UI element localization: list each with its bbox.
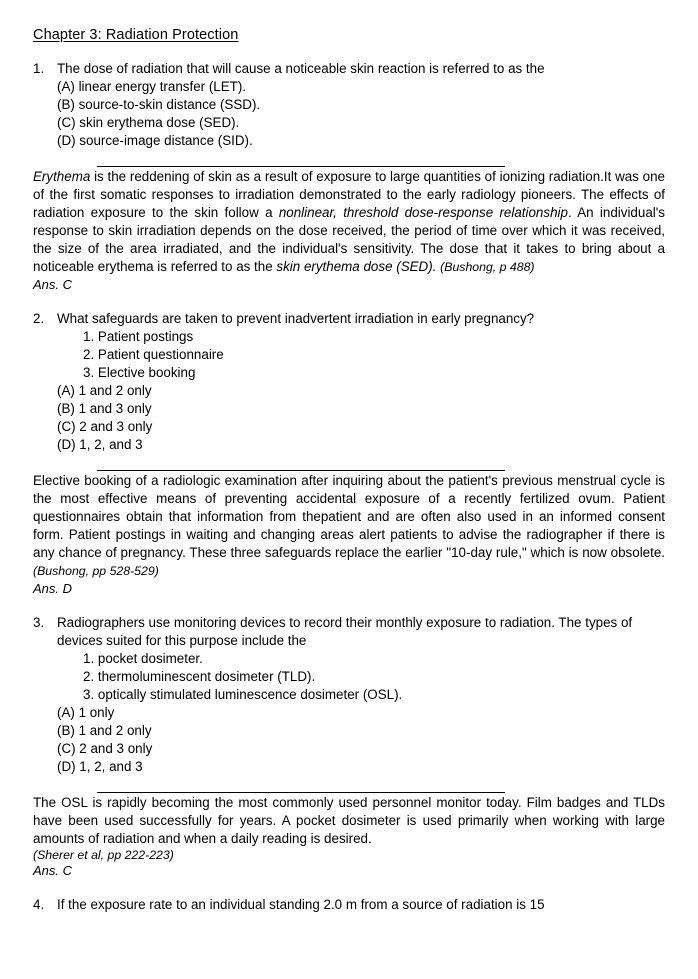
question-3-stem-text: Radiographers use monitoring devices to record their monthly exposure to radiation. The types of devices suited for this purpose include the <box>57 615 633 648</box>
explanation-3-text: The OSL is rapidly becoming the most commonly used personnel monitor today. Film badges and TLDs have been used successfully for years. A pocket dosimeter is used primarily when working with large amounts of radiation and when a daily reading is desired. <box>33 795 665 846</box>
sub-item-1: 1. Patient postings <box>83 329 194 344</box>
explanation-1-part4: . An individual's response to skin irradiation depends on the dose received, the period of time over which it was received, the size of the area irradiated, and the individual's sensitivity. The dose that it takes to bring about a noticeable erythema is referred to as the <box>33 205 665 274</box>
question-3 <box>33 614 665 776</box>
page-title: Chapter 3: Radiation Protection <box>33 27 239 43</box>
question-4-number: 4. <box>33 897 45 912</box>
question-3-number: 3. <box>33 615 45 630</box>
question-2-number: 2. <box>33 311 45 326</box>
explanation-1-term2: skin erythema dose (SED). <box>276 259 437 274</box>
sub-item-3: 3. optically stimulated luminescence dosimeter (OSL). <box>83 687 403 702</box>
separator-rule <box>97 166 505 167</box>
answer-3: Ans. C <box>33 863 73 878</box>
explanation-1-part2: is the reddening of skin as a result of exposure to large quantities of ionizing radiation.It was one of the first somatic responses to irradiation demonstrated to the early radiology pioneers. The effects of radiation exposure to the skin follow a <box>33 169 665 220</box>
explanation-2-citation: (Bushong, pp 528-529) <box>33 564 159 578</box>
explanation-2 <box>33 472 665 580</box>
option-c[interactable]: (C) 2 and 3 only <box>57 419 153 434</box>
question-1-stem-text: The dose of radiation that will cause a noticeable skin reaction is referred to as the <box>57 61 545 76</box>
separator-rule <box>97 792 505 793</box>
explanation-3-citation: (Sherer et al, pp 222-223) <box>33 848 174 862</box>
explanation-1-term: Erythema <box>33 169 91 184</box>
question-1-stem <box>33 60 665 78</box>
question-2-options <box>33 382 665 454</box>
option-d[interactable]: (D) 1, 2, and 3 <box>57 759 143 774</box>
sub-item-2: 2. thermoluminescent dosimeter (TLD). <box>83 669 316 684</box>
question-1-number: 1. <box>33 61 45 76</box>
question-2-stem <box>33 310 665 328</box>
option-a[interactable]: (A) linear energy transfer (LET). <box>57 79 247 94</box>
answer-2: Ans. D <box>33 581 73 596</box>
option-d[interactable]: (D) source-image distance (SID). <box>57 133 253 148</box>
explanation-2-text: Elective booking of a radiologic examination after inquiring about the patient's previous menstrual cycle is the most effective means of preventing accidental exposure of a recently fertilized ovum. Patient questionnaires obtain that information from thepatient and are often also used in an informed consent form. Patient postings in waiting and changing areas alert patients to advise the radiographer if there is any chance of pregnancy. These three safeguards replace the earlier "10-day rule," which is now obsolete. <box>33 473 665 560</box>
sub-item-2: 2. Patient questionnaire <box>83 347 224 362</box>
question-1 <box>33 60 665 150</box>
sub-item-1: 1. pocket dosimeter. <box>83 651 203 666</box>
option-b[interactable]: (B) source-to-skin distance (SSD). <box>57 97 261 112</box>
option-b[interactable]: (B) 1 and 2 only <box>57 723 152 738</box>
explanation-1 <box>33 168 665 276</box>
option-a[interactable]: (A) 1 only <box>57 705 115 720</box>
option-a[interactable]: (A) 1 and 2 only <box>57 383 152 398</box>
question-2 <box>33 310 665 454</box>
question-2-sub-items <box>33 328 665 382</box>
option-c[interactable]: (C) skin erythema dose (SED). <box>57 115 240 130</box>
question-3-stem <box>33 614 665 650</box>
question-4 <box>33 896 665 914</box>
separator-1 <box>33 150 665 168</box>
separator-3 <box>33 776 665 794</box>
explanation-3 <box>33 794 665 848</box>
separator-2 <box>33 454 665 472</box>
sub-item-3: 3. Elective booking <box>83 365 196 380</box>
answer-1: Ans. C <box>33 277 73 292</box>
question-3-options <box>33 704 665 776</box>
explanation-1-citation: (Bushong, p 488) <box>440 260 535 274</box>
question-4-stem-text: If the exposure rate to an individual standing 2.0 m from a source of radiation is 15 <box>57 897 545 912</box>
option-d[interactable]: (D) 1, 2, and 3 <box>57 437 143 452</box>
option-c[interactable]: (C) 2 and 3 only <box>57 741 153 756</box>
question-1-options <box>33 78 665 150</box>
question-2-stem-text: What safeguards are taken to prevent inadvertent irradiation in early pregnancy? <box>57 311 535 326</box>
separator-rule <box>97 470 505 471</box>
option-b[interactable]: (B) 1 and 3 only <box>57 401 152 416</box>
explanation-1-emphasis: nonlinear, threshold dose-response relationship <box>278 205 568 220</box>
question-4-stem <box>33 896 665 914</box>
question-3-sub-items <box>33 650 665 704</box>
